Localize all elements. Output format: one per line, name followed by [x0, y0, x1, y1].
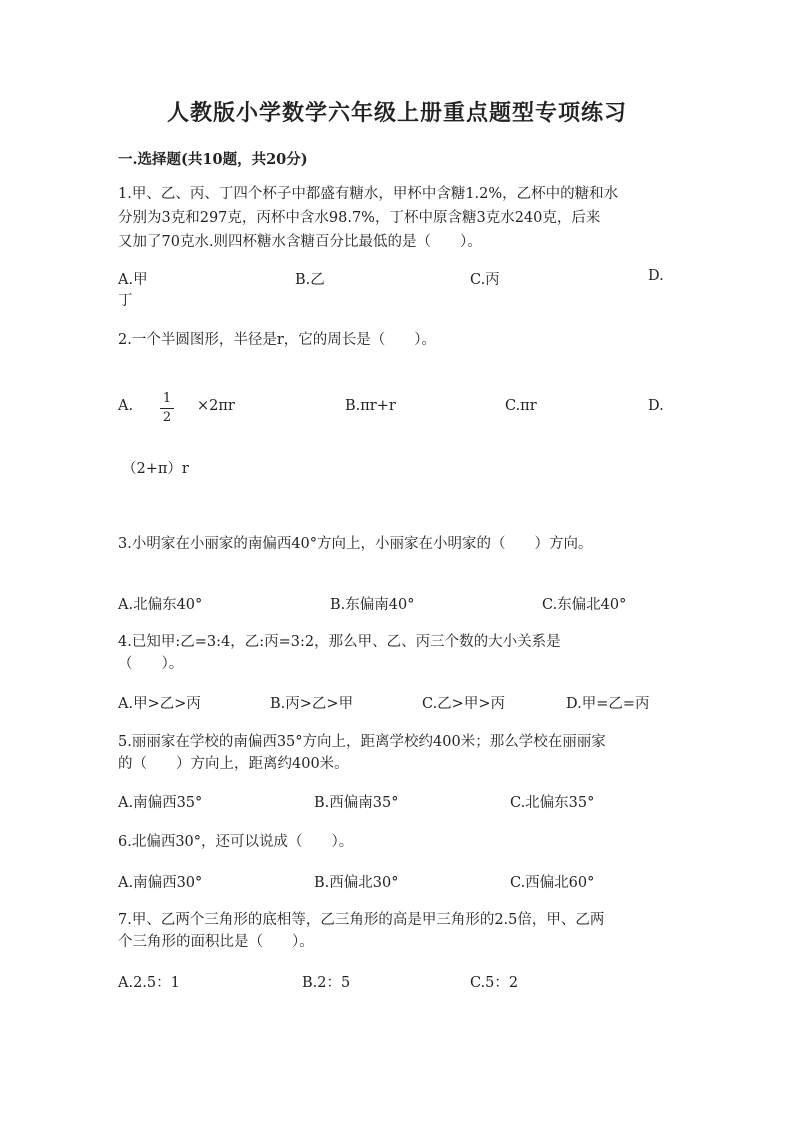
question-1-line-1: 1.甲、乙、丙、丁四个杯子中都盛有糖水，甲杯中含糖1.2%，乙杯中的糖和水 [118, 186, 619, 202]
question-4-line-1: 4.已知甲:乙=3:4，乙:丙=3:2，那么甲、乙、丙三个数的大小关系是 [118, 634, 561, 650]
question-6: 6.北偏西30°，还可以说成（ ）。 [118, 834, 354, 850]
q1-option-d-wrap: 丁 [118, 293, 133, 309]
q2-option-b: B.πr+r [345, 398, 396, 414]
q1-option-c: C.丙 [470, 272, 500, 288]
page-title: 人教版小学数学六年级上册重点题型专项练习 [166, 100, 627, 126]
q2-option-d-wrap: （2+π）r [122, 461, 189, 477]
q1-option-b: B.乙 [295, 272, 325, 288]
q4-option-b: B.丙>乙>甲 [270, 696, 354, 712]
question-2: 2.一个半圆图形，半径是r，它的周长是（ ）。 [118, 332, 437, 348]
q4-option-d: D.甲=乙=丙 [566, 696, 650, 712]
fraction-bar [160, 408, 174, 409]
question-7-line-1: 7.甲、乙两个三角形的底相等，乙三角形的高是甲三角形的2.5倍，甲、乙两 [118, 912, 605, 928]
q2-option-a-rest: ×2πr [197, 398, 235, 414]
q3-option-b: B.东偏南40° [330, 597, 415, 613]
q6-option-c: C.西偏北60° [510, 875, 595, 891]
q2-option-d: D. [648, 398, 664, 414]
q4-option-a: A.甲>乙>丙 [118, 696, 201, 712]
q7-option-a: A.2.5：1 [118, 975, 180, 991]
q6-option-a: A.南偏西30° [118, 875, 203, 891]
q5-option-b: B.西偏南35° [314, 795, 399, 811]
q1-option-a: A.甲 [118, 272, 148, 288]
question-4-line-2: （ ）。 [118, 656, 184, 672]
section-heading: 一.选择题(共10题，共20分) [118, 151, 308, 168]
q2-option-a-fraction [160, 392, 174, 425]
q3-option-c: C.东偏北40° [542, 597, 627, 613]
q1-option-d: D. [648, 268, 664, 284]
q7-option-b: B.2：5 [302, 975, 351, 991]
question-7-line-2: 个三角形的面积比是（ ）。 [118, 934, 314, 950]
q2-option-c: C.πr [505, 398, 537, 414]
q2-option-a-prefix: A. [118, 398, 134, 414]
fraction-numerator: 1 [162, 391, 172, 406]
fraction-denominator: 2 [162, 410, 172, 425]
question-3: 3.小明家在小丽家的南偏西40°方向上，小丽家在小明家的（ ）方向。 [118, 536, 593, 552]
question-5-line-2: 的（ ）方向上，距离约400米。 [118, 756, 349, 772]
q6-option-b: B.西偏北30° [314, 875, 399, 891]
q4-option-c: C.乙>甲>丙 [422, 696, 505, 712]
question-1-line-2: 分别为3克和297克，丙杯中含水98.7%，丁杯中原含糖3克水240克，后来 [118, 210, 601, 226]
q5-option-c: C.北偏东35° [510, 795, 595, 811]
q7-option-c: C.5：2 [470, 975, 519, 991]
question-5-line-1: 5.丽丽家在学校的南偏西35°方向上，距离学校约400米；那么学校在丽丽家 [118, 734, 606, 750]
question-1-line-3: 又加了70克水.则四杯糖水含糖百分比最低的是（ ）。 [118, 234, 482, 250]
q3-option-a: A.北偏东40° [118, 597, 203, 613]
q5-option-a: A.南偏西35° [118, 795, 203, 811]
